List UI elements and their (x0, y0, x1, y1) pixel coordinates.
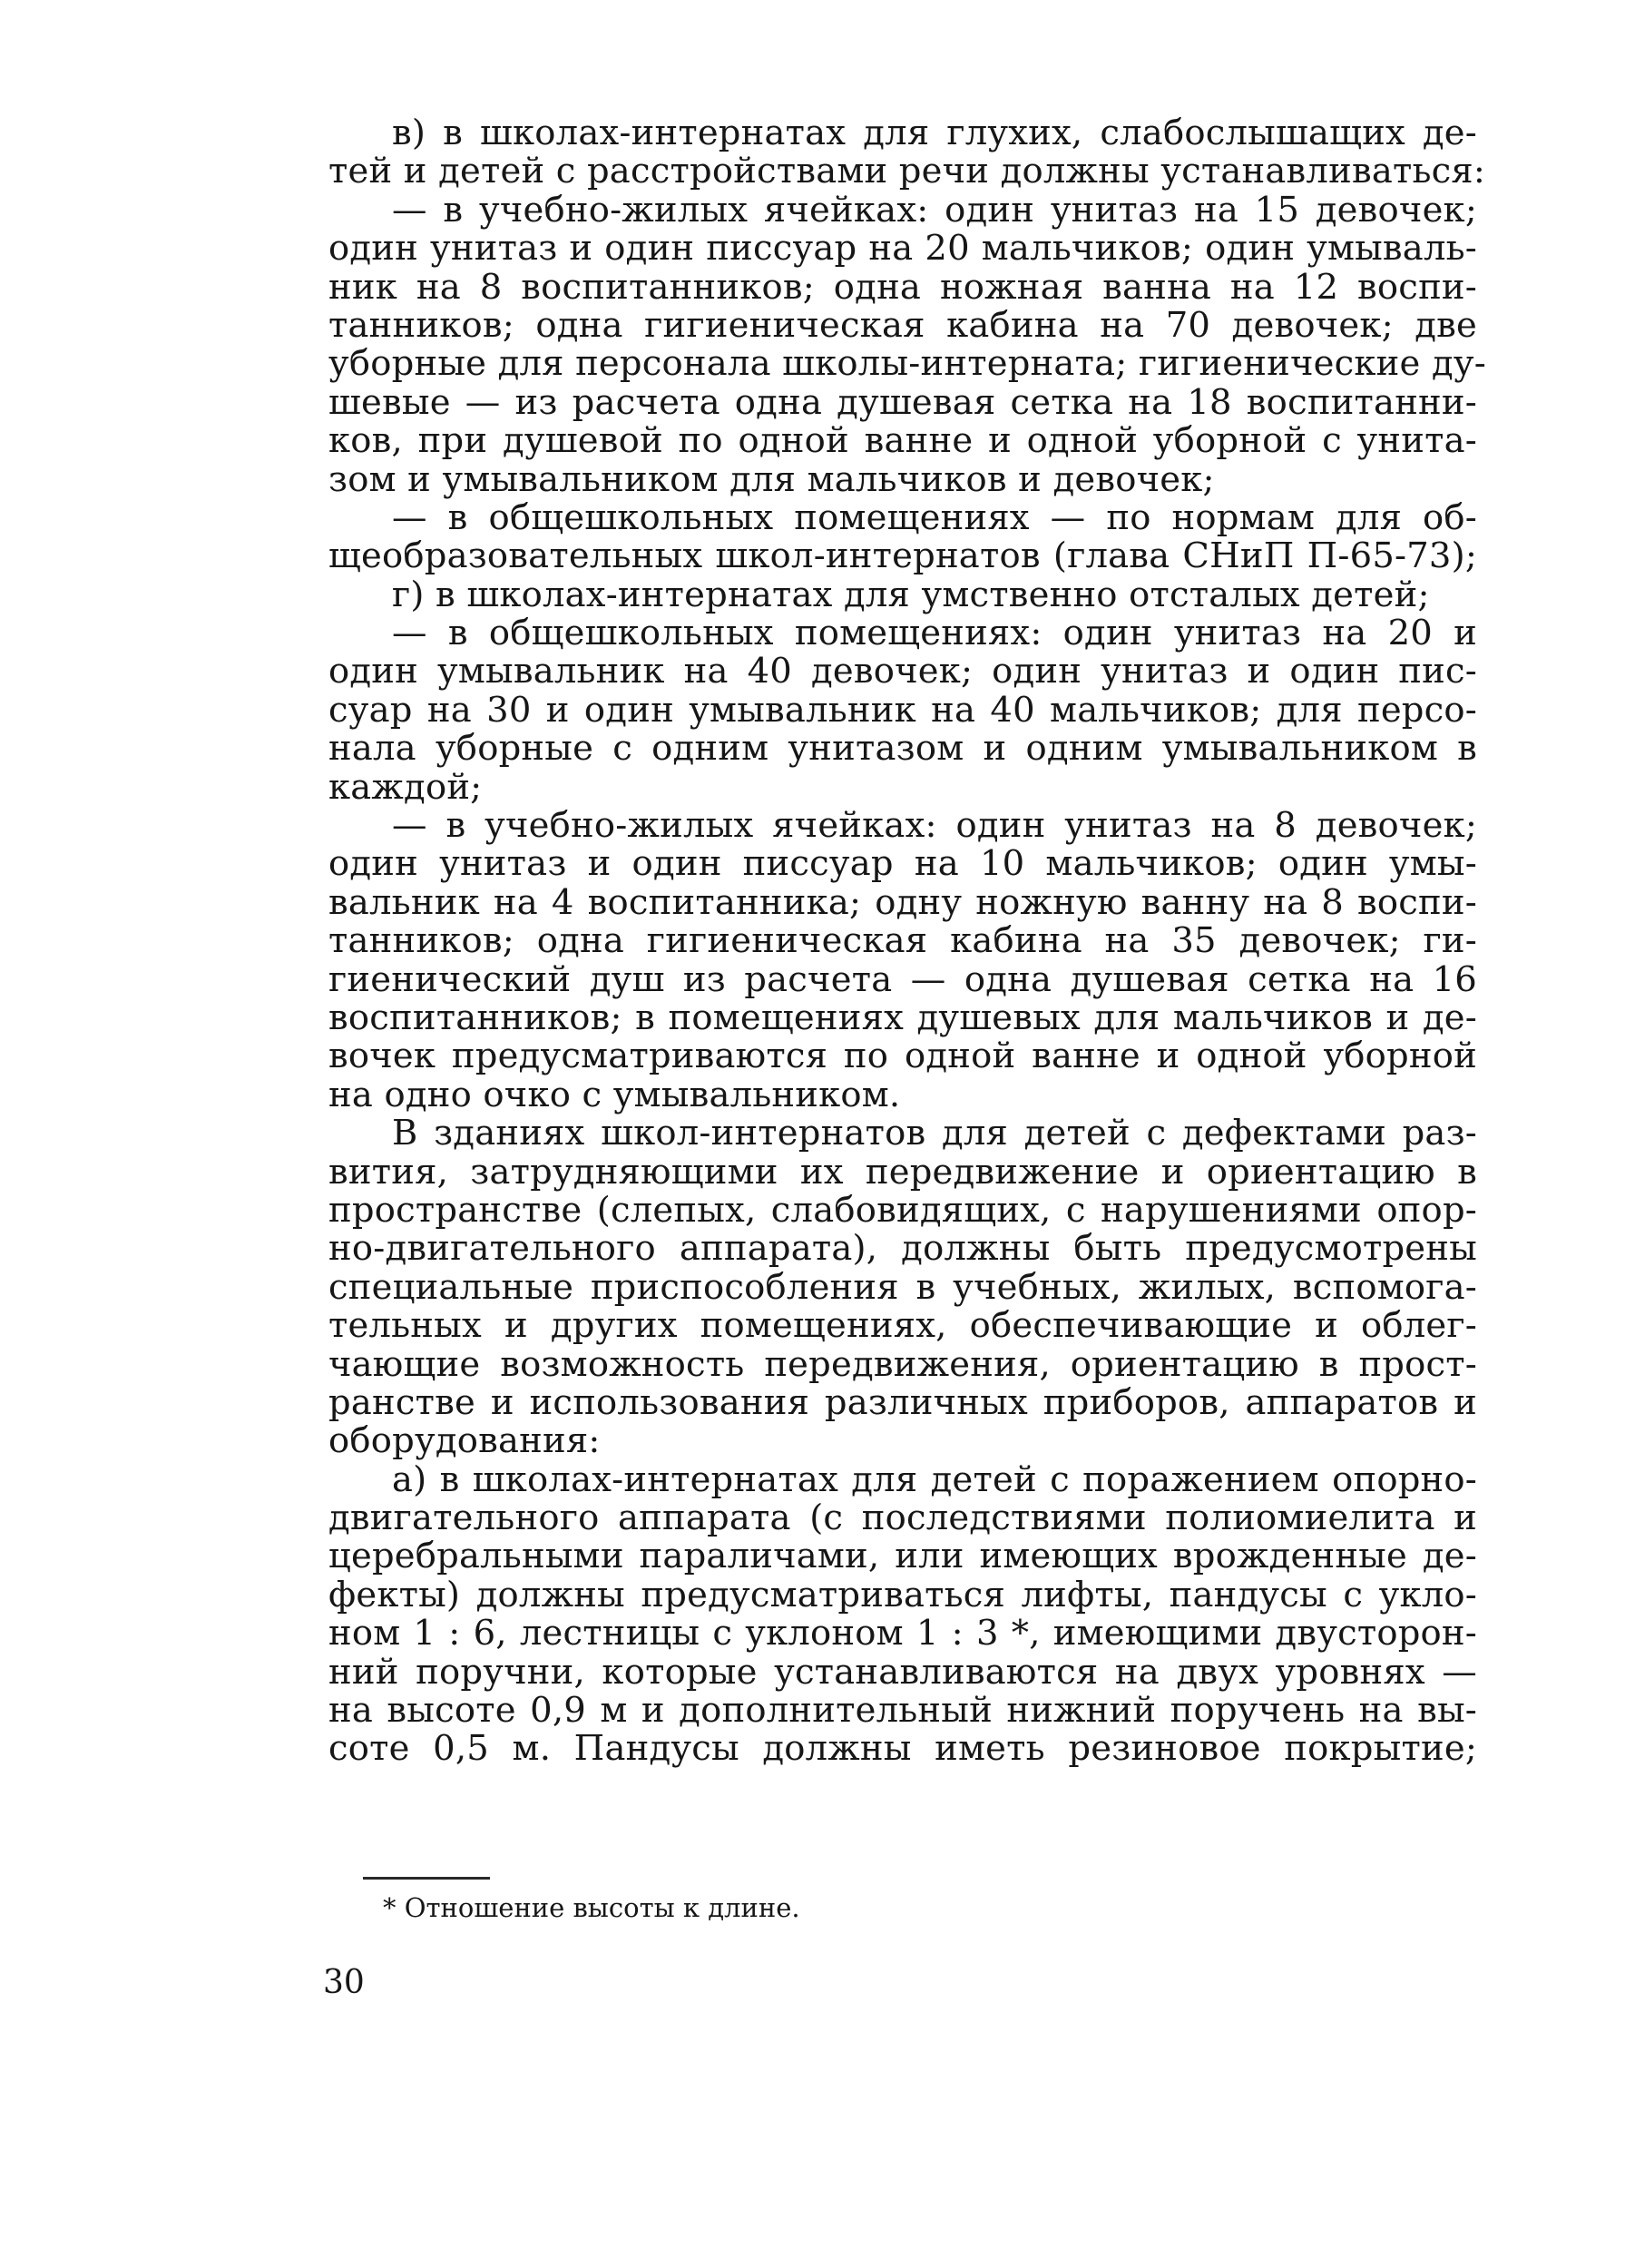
text-line: ник на 8 воспитанников; одна ножная ванна на 12 воспи- (328, 266, 1477, 308)
body-text (328, 113, 1486, 1770)
text-line: суар на 30 и один умывальник на 40 мальчиков; для персо- (328, 689, 1477, 731)
text-line: оборудования: (328, 1420, 601, 1462)
text-line: — в учебно-жилых ячейках: один унитаз на 15 девочек; (392, 189, 1477, 231)
text-line: танников; одна гигиеническая кабина на 35 девочек; ги- (328, 920, 1477, 962)
text-line: каждой; (328, 766, 483, 808)
text-line: пространстве (слепых, слабовидящих, с нарушениями опор- (328, 1189, 1477, 1231)
text-line: церебральными параличами, или имеющих врожденные де- (328, 1536, 1477, 1577)
text-line: вальник на 4 воспитанника; одну ножную ванну на 8 воспи- (328, 881, 1477, 923)
text-line: а) в школах-интернатах для детей с поражением опорно- (392, 1458, 1477, 1500)
text-line: чающие возможность передвижения, ориентацию в прост- (328, 1343, 1477, 1385)
text-line: фекты) должны предусматриваться лифты, пандусы с укло- (328, 1574, 1477, 1615)
text-line: вочек предусматриваются по одной ванне и одной уборной (328, 1036, 1477, 1077)
text-line: на высоте 0,9 м и дополнительный нижний поручень на вы- (328, 1690, 1477, 1732)
text-line: щеобразовательных школ-интернатов (глава СНиП П-65-73); (328, 535, 1477, 577)
text-line: — в общешкольных помещениях — по нормам для об- (392, 496, 1477, 538)
text-line: — в общешкольных помещениях: один унитаз на 20 и (392, 613, 1477, 654)
footnote: * Отношение высоты к длине. (383, 1892, 800, 1923)
text-line: ков, при душевой по одной ванне и одной уборной с унита- (328, 420, 1477, 462)
text-line: уборные для персонала школы-интерната; гигиенические ду- (328, 343, 1486, 385)
text-line: специальные приспособления в учебных, жилых, вспомога- (328, 1266, 1477, 1308)
text-line: нала уборные с одним унитазом и одним умывальником в (328, 728, 1477, 770)
page-number: 30 (323, 1964, 365, 2001)
text-line: соте 0,5 м. Пандусы должны иметь резиновое покрытие; (328, 1728, 1477, 1770)
text-line: тельных и других помещениях, обеспечивающие и облег- (328, 1305, 1477, 1347)
text-line: воспитанников; в помещениях душевых для мальчиков и де- (328, 997, 1477, 1038)
text-line: шевые — из расчета одна душевая сетка на 18 воспитанни- (328, 381, 1477, 423)
text-line: двигательного аппарата (с последствиями полиомиелита и (328, 1497, 1477, 1539)
text-line: один умывальник на 40 девочек; один унитаз и один пис- (328, 651, 1477, 692)
text-line: один унитаз и один писсуар на 20 мальчиков; один умываль- (328, 228, 1477, 270)
text-line: тей и детей с расстройствами речи должны устанавливаться: (328, 151, 1486, 192)
text-line: В зданиях школ-интернатов для детей с дефектами раз- (392, 1113, 1477, 1154)
text-line: на одно очко с умывальником. (328, 1074, 901, 1115)
text-line: вития, затрудняющими их передвижение и ориентацию в (328, 1151, 1477, 1193)
text-line: ний поручни, которые устанавливаются на двух уровнях — (328, 1651, 1477, 1693)
text-line: но-двигательного аппарата), должны быть предусмотрены (328, 1228, 1477, 1270)
text-line: в) в школах-интернатах для глухих, слабослышащих де- (392, 113, 1477, 153)
text-line: — в учебно-жилых ячейках: один унитаз на 8 девочек; (392, 805, 1477, 847)
text-line: один унитаз и один писсуар на 10 мальчиков; один умы- (328, 843, 1477, 885)
text-line: гиенический душ из расчета — одна душевая сетка на 16 (328, 958, 1477, 1000)
footnote-divider (363, 1877, 490, 1880)
text-line: г) в школах-интернатах для умственно отсталых детей; (392, 574, 1430, 615)
text-line: ном 1 : 6, лестницы с уклоном 1 : 3 *, имеющими двусторон- (328, 1613, 1477, 1654)
text-line: танников; одна гигиеническая кабина на 70 девочек; две (328, 304, 1477, 346)
text-line: зом и умывальником для мальчиков и девочек; (328, 458, 1215, 500)
text-line: ранстве и использования различных приборов, аппаратов и (328, 1381, 1477, 1423)
